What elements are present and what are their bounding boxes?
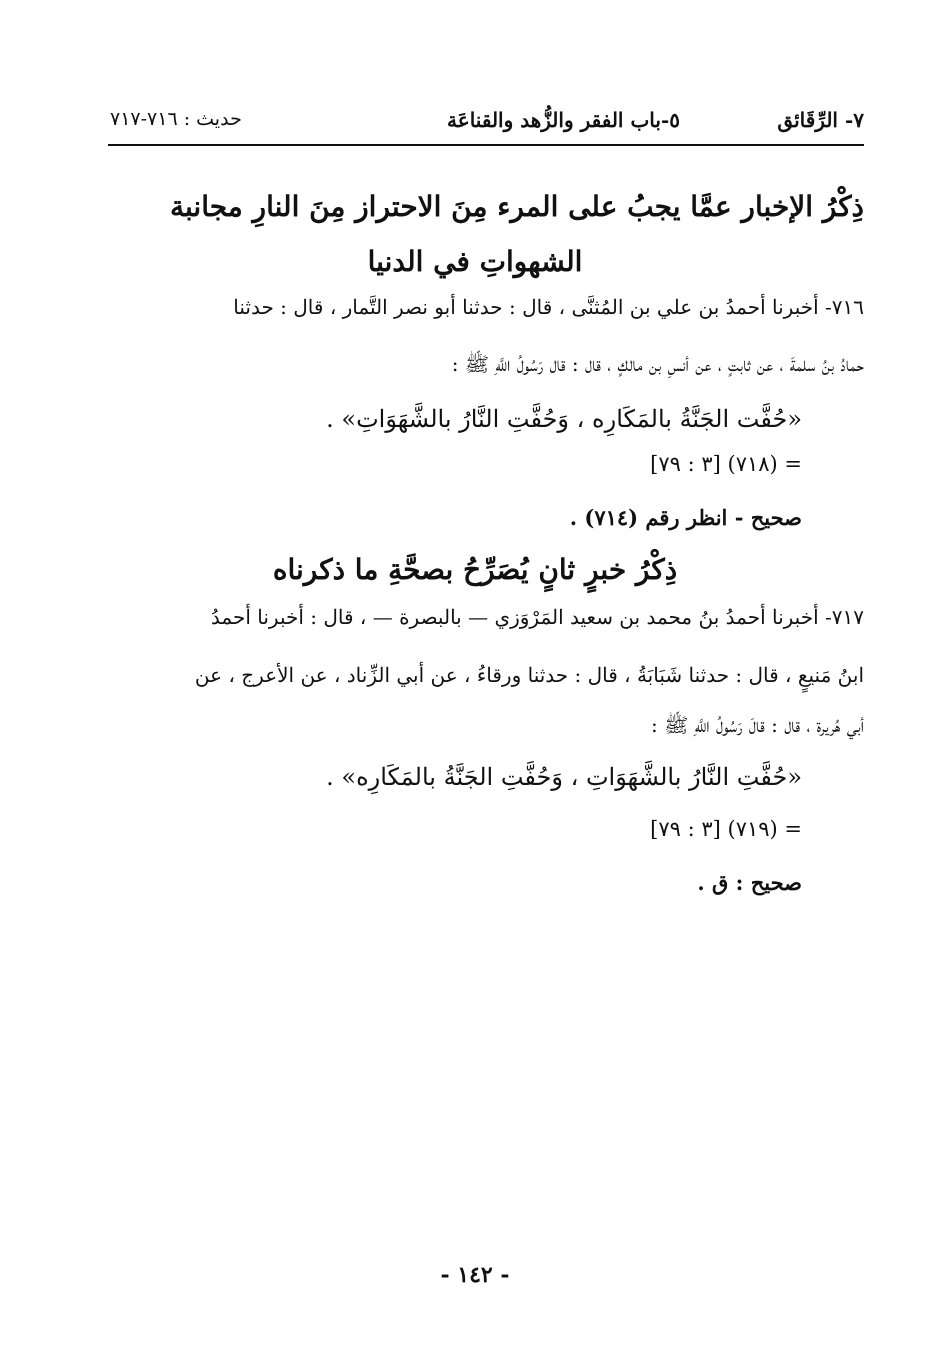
running-header-hadith-range: حديث : ٧١٦-٧١٧ [110, 108, 242, 130]
hadith717-isnad-line1: ٧١٧- أخبرنا أحمدُ بنُ محمد بن سعيد المَرْوَزي — بالبصرة — ، قال : أخبرنا أحمدُ [210, 605, 864, 629]
page-number: - ١٤٢ - [440, 1262, 510, 1288]
hadith717-grading: صحيح : ق . [697, 870, 802, 895]
running-header-chapter: ٧- الرِّقَائق [777, 108, 864, 132]
hadith716-isnad-line2: حمادُ بنُ سلمةَ ، عن ثابتٍ ، عن أنسِ بن مالكٍ ، قال : قال رَسُولُ اللَّهِ ﷺ : [451, 352, 864, 376]
hadith717-isnad-line3: أبي هُريرة ، قال : قالَ رَسُولُ اللَّهِ ﷺ : [651, 713, 864, 737]
section1-title-line1: ذِكْرُ الإخبار عمَّا يجبُ على المرء مِنَ الاحتراز مِنَ النارِ مجانبة [169, 190, 864, 223]
hadith716-matn: «حُفَّت الجَنَّةُ بالمَكَارِه ، وَحُفَّتِ النَّارُ بالشَّهَوَاتِ» . [326, 405, 802, 433]
running-header-section: ٥-باب الفقر والزُّهد والقناعَة [447, 108, 680, 132]
header-divider [108, 144, 864, 146]
hadith717-isnad-line2: ابنُ مَنيعٍ ، قال : حدثنا شَبَابَةُ ، قال : حدثنا ورقاءُ ، عن أبي الزِّناد ، عن الأعرج ، عن [194, 663, 864, 687]
hadith716-grading: صحيح - انظر رقم (٧١٤) . [569, 505, 802, 530]
hadith717-matn: «حُفَّتِ النَّارُ بالشَّهَوَاتِ ، وَحُفَّتِ الجَنَّةُ بالمَكَارِه» . [326, 763, 802, 791]
hadith716-reference: = (٧١٨) [٣ : ٧٩] [650, 452, 802, 476]
hadith717-reference: = (٧١٩) [٣ : ٧٩] [650, 817, 802, 841]
section1-title-line2: الشهواتِ في الدنيا [367, 245, 583, 278]
section2-title: ذِكْرُ خبرٍ ثانٍ يُصَرِّحُ بصحَّةِ ما ذكرناه [272, 553, 678, 586]
hadith716-isnad-line1: ٧١٦- أخبرنا أحمدُ بن علي بن المُثنَّى ، قال : حدثنا أبو نصر التَّمار ، قال : حدثنا [233, 295, 864, 319]
